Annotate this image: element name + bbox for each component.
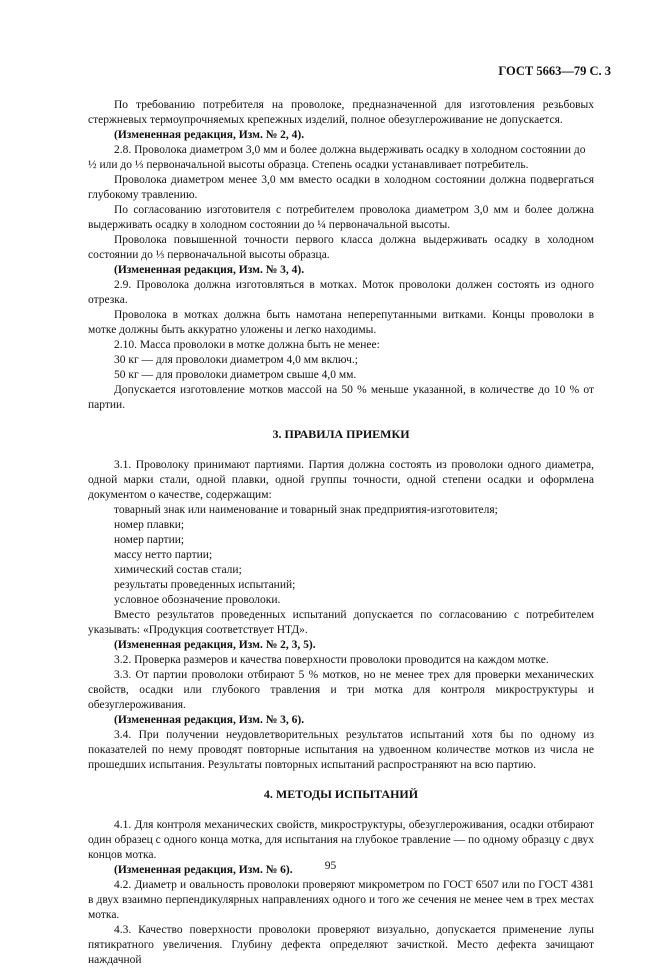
paragraph: 3.1. Проволоку принимают партиями. Партия должна состоять из проволоки одного диаметра, одной марки стали, одной плавки, одной группы точности, одной степени осадки и оформлена документом о качестве, содержащим:: [88, 459, 594, 501]
paragraph: 3.3. От партии проволоки отбирают 5 % мотков, но не менее трех для проверки механических свойств, осадки или глубокого травления и три мотка для контроля микроструктуры и обезуглероживания.: [88, 669, 594, 711]
paragraph: Проволока в мотках должна быть намотана неперепутанными витками. Концы проволоки в мотке должны быть аккуратно уложены и легко находимы.: [88, 309, 594, 336]
list-item: 30 кг — для проволоки диаметром 4,0 мм включ.;: [114, 354, 358, 366]
paragraph: 4.2. Диаметр и овальность проволоки проверяют микрометром по ГОСТ 6507 или по ГОСТ 4381 в двух взаимно перпендикулярных направлениях одного и того же сечения не менее чем в трех местах мотка.: [88, 879, 594, 921]
document-body: [88, 98, 594, 968]
paragraph: Проволока диаметром менее 3,0 мм вместо осадки в холодном состоянии должна подвергаться глубокому травлению.: [88, 174, 594, 201]
paragraph: Допускается изготовление мотков массой на 50 % меньше указанной, в количестве до 10 % от партии.: [88, 384, 594, 411]
paragraph: Проволока повышенной точности первого класса должна выдерживать осадку в холодном состоянии до ⅓ первоначальной высоты образца.: [88, 234, 594, 261]
paragraph: По согласованию изготовителя с потребителем проволока диаметром 3,0 мм и более должна выдерживать осадку в холодном состоянии до ¼ первоначальной высоты.: [88, 204, 594, 231]
list-item: результаты проведенных испытаний;: [114, 579, 296, 591]
paragraph: 4.1. Для контроля механических свойств, микроструктуры, обезуглероживания, осадки отбирают один образец с одного конца мотка, для испытания на глубокое травление — по одному образцу с двух концов мотка.: [88, 819, 594, 861]
revision-note: (Измененная редакция, Изм. № 6).: [114, 864, 293, 876]
section-heading-acceptance: 3. ПРАВИЛА ПРИЕМКИ: [272, 427, 410, 441]
page-number: 95: [324, 860, 337, 872]
section-heading-test-methods: 4. МЕТОДЫ ИСПЫТАНИЙ: [263, 787, 419, 801]
paragraph: 3.4. При получении неудовлетворительных результатов испытаний хотя бы по одному из показателей по нему проводят повторные испытания на удвоенном количестве мотков из числа не прошедших испытания. Результаты повторных испытаний распространяют на всю партию.: [88, 729, 594, 771]
paragraph: ½ или до ⅓ первоначальной высоты образца. Степень осадки устанавливает потребитель.: [88, 159, 529, 171]
list-item: массу нетто партии;: [114, 549, 213, 561]
revision-note: (Измененная редакция, Изм. № 2, 4).: [114, 129, 305, 141]
list-item: условное обозначение проволоки.: [114, 594, 281, 606]
list-item: 50 кг — для проволоки диаметром свыше 4,0 мм.: [114, 369, 357, 381]
list-item: химический состав стали;: [114, 564, 242, 576]
revision-note: (Измененная редакция, Изм. № 3, 6).: [114, 714, 305, 726]
paragraph: 2.8. Проволока диаметром 3,0 мм и более должна выдерживать осадку в холодном состоянии до: [114, 144, 586, 156]
paragraph: 2.9. Проволока должна изготовляться в мотках. Моток проволоки должен состоять из одного отрезка.: [88, 279, 594, 306]
paragraph: 3.2. Проверка размеров и качества поверхности проволоки проводится на каждом мотке.: [114, 654, 549, 666]
revision-note: (Измененная редакция, Изм. № 2, 3, 5).: [114, 639, 316, 651]
document-header: ГОСТ 5663—79 С. 3: [498, 64, 611, 78]
paragraph: Вместо результатов проведенных испытаний допускается по согласованию с потребителем указывать: «Продукция соответствует НТД».: [88, 609, 594, 636]
list-item: товарный знак или наименование и товарный знак предприятия-изготовителя;: [114, 504, 498, 516]
list-item: номер плавки;: [114, 519, 185, 531]
paragraph: 4.3. Качество поверхности проволоки проверяют визуально, допускается применение лупы пятикратного увеличения. Глубину дефекта определяют зачисткой. Место дефекта зачищают наждачной: [88, 924, 594, 966]
paragraph: 2.10. Масса проволоки в мотке должна быть не менее:: [114, 339, 380, 351]
revision-note: (Измененная редакция, Изм. № 3, 4).: [114, 264, 305, 276]
list-item: номер партии;: [114, 534, 185, 546]
paragraph: По требованию потребителя на проволоке, предназначенной для изготовления резьбовых стержневых термоупрочняемых крепежных изделий, полное обезуглероживание не допускается.: [88, 99, 594, 126]
